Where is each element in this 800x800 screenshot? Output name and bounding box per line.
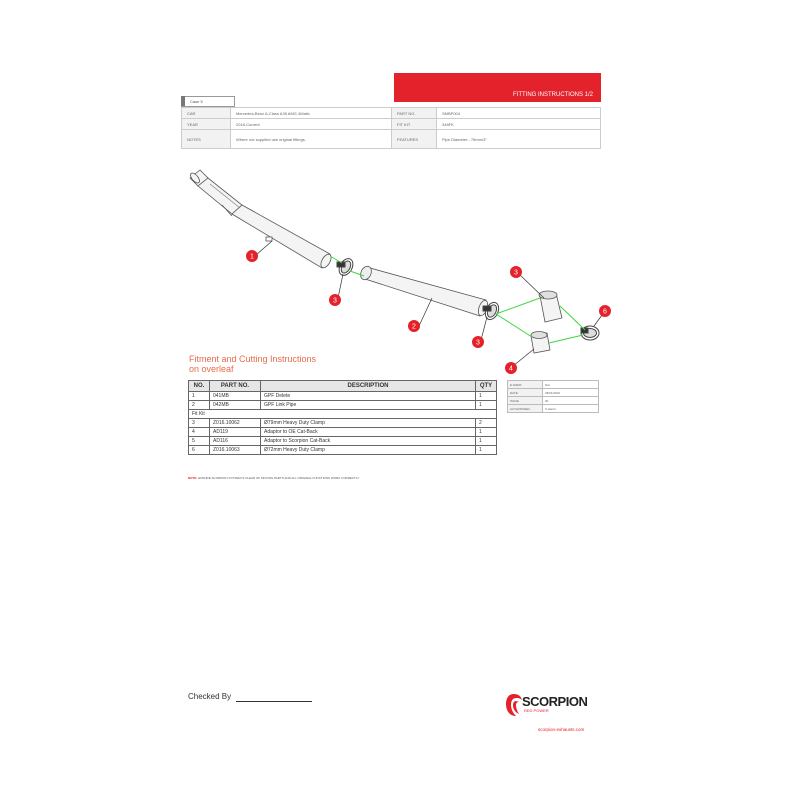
cell-part: AD119: [210, 428, 261, 437]
cell-qty: 2: [476, 419, 497, 428]
callout-6: [599, 305, 611, 317]
table-row: [189, 401, 497, 410]
cell-qty: 1: [476, 392, 497, 401]
info-label: FIT KIT: [392, 119, 437, 130]
cell-qty: 1: [476, 446, 497, 455]
signoff-value: 28/01/2020: [543, 389, 599, 397]
section-label: Fit Kit: [189, 410, 497, 419]
table-row: [189, 392, 497, 401]
info-value: 348FK: [437, 119, 601, 130]
column-header: DESCRIPTION: [261, 381, 476, 392]
table-section-row: [189, 410, 497, 419]
cell-part: Z016.10062: [210, 419, 261, 428]
callout-1: [246, 250, 258, 262]
info-value: SMBP004: [437, 108, 601, 119]
brand-tagline: RED POWER: [524, 708, 549, 713]
info-value: Where not supplied use original fittings.: [231, 130, 392, 149]
safety-note: [188, 476, 359, 480]
info-value: 2018-Current: [231, 119, 392, 130]
cell-no: 5: [189, 437, 210, 446]
info-value: Pipe Diameter:- 76mm/3": [437, 130, 601, 149]
gpf-delete-pipe: [189, 170, 333, 269]
cell-desc: Ø72mm Heavy Duty Clamp: [261, 446, 476, 455]
signoff-label: ISSUE: [508, 397, 543, 405]
fitment-title: [189, 354, 316, 374]
callout-label: 3: [476, 339, 480, 347]
info-label: PART NO.: [392, 108, 437, 119]
signoff-row: [508, 381, 599, 389]
callout-label: 3: [514, 269, 518, 277]
parts-table: [188, 380, 497, 455]
cell-desc: GPF Delete: [261, 392, 476, 401]
cell-part: Z016.10063: [210, 446, 261, 455]
fitment-title-line1: Fitment and Cutting Instructions: [189, 354, 317, 364]
note-label: NOTE:: [188, 476, 198, 480]
column-header: QTY: [476, 381, 497, 392]
callout-4: [505, 362, 517, 374]
signoff-value: 00: [543, 397, 599, 405]
cell-desc: Ø79mm Heavy Duty Clamp: [261, 419, 476, 428]
signoff-row: [508, 389, 599, 397]
cell-no: 1: [189, 392, 210, 401]
cell-part: 041MB: [210, 392, 261, 401]
column-header: NO.: [189, 381, 210, 392]
info-label: NOTES: [182, 130, 231, 149]
cell-desc: Adaptor to Scorpion Cat-Back: [261, 437, 476, 446]
fitment-title-line2: on overleaf: [189, 364, 234, 374]
column-header: PART NO.: [210, 381, 261, 392]
table-row: [189, 446, 497, 455]
table-row: [189, 428, 497, 437]
signature-line: [236, 701, 312, 702]
adaptor-scorpion-cat-back: [539, 291, 562, 322]
signoff-table: [507, 380, 599, 413]
brand-name: SCORPION: [522, 694, 588, 709]
note-text: ENSURE SCORPION SYSTEM IS CLEAR OF MOVING PARTS AND ALL ORIGINAL FUNCTIONS WORK CORRECTLY: [198, 476, 360, 480]
signoff-label: E-MARK: [508, 381, 543, 389]
cell-desc: GPF Link Pipe: [261, 401, 476, 410]
signoff-row: [508, 405, 599, 413]
scorpion-logo-icon: [505, 692, 523, 718]
signoff-value: N/A: [543, 381, 599, 389]
table-row: [189, 437, 497, 446]
cell-qty: 1: [476, 401, 497, 410]
signoff-value: S.Harris: [543, 405, 599, 413]
callout-label: 6: [603, 308, 607, 316]
info-value: Mercedes-Benz A-Class A35 AMG 4Matic: [231, 108, 392, 119]
callout-2: [408, 320, 420, 332]
callout-3: [329, 294, 341, 306]
signoff-row: [508, 397, 599, 405]
cell-part: 042MB: [210, 401, 261, 410]
cell-no: 6: [189, 446, 210, 455]
table-row: [189, 419, 497, 428]
callout-label: 4: [509, 365, 513, 373]
signoff-label: AUTHORISED: [508, 405, 543, 413]
signoff-label: DATE: [508, 389, 543, 397]
cell-desc: Adaptor to OE Cat-Back: [261, 428, 476, 437]
cell-part: AD116: [210, 437, 261, 446]
cell-no: 3: [189, 419, 210, 428]
adaptor-oe-cat-back: [531, 332, 550, 354]
table-header-row: [189, 381, 497, 392]
info-label: FEATURES: [392, 130, 437, 149]
cell-no: 2: [189, 401, 210, 410]
callout-label: 2: [412, 323, 416, 331]
callout-3: [510, 266, 522, 278]
page-title: FITTING INSTRUCTIONS 1/2: [512, 92, 593, 98]
website-link[interactable]: scorpion-exhausts.com: [538, 727, 585, 732]
info-label: YEAR: [182, 119, 231, 130]
callout-3: [472, 336, 484, 348]
checked-by-label: Checked By: [188, 692, 232, 701]
cell-qty: 1: [476, 428, 497, 437]
case-tab-label: Case 5: [190, 99, 203, 104]
clamp-79mm: [336, 256, 355, 278]
cell-qty: 1: [476, 437, 497, 446]
gpf-link-pipe: [359, 265, 490, 317]
cell-no: 4: [189, 428, 210, 437]
info-label: CAR: [182, 108, 231, 119]
callout-label: 1: [250, 253, 254, 261]
callout-label: 3: [333, 297, 337, 305]
